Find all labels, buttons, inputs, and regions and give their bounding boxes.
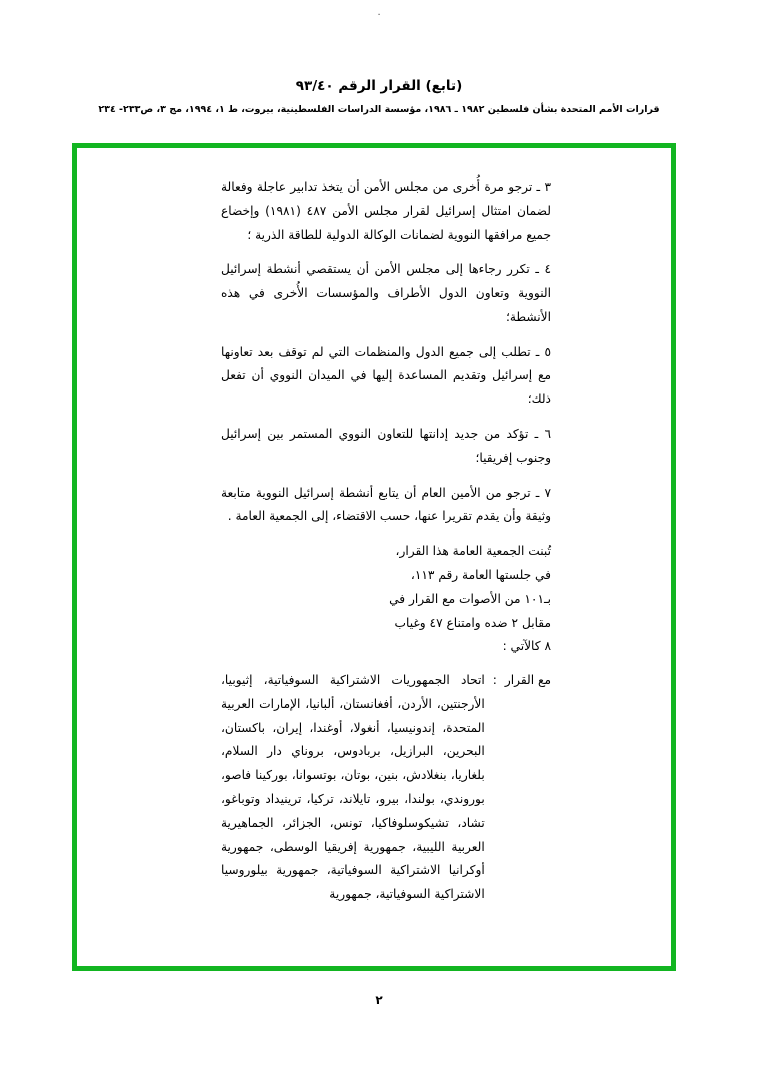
in-favour-colon: :	[492, 673, 497, 688]
vote-line-3: بـ١٠١ من الأصوات مع القرار في	[389, 591, 551, 606]
vote-line-4: مقابل ٢ ضده وامتناع ٤٧ وغياب	[394, 615, 551, 630]
vote-line-5: ٨ كالآتي :	[502, 639, 551, 654]
top-page-marker: ٠	[376, 9, 382, 20]
vote-line-2: في جلستها العامة رقم ١١٣،	[410, 567, 551, 582]
content-frame	[72, 143, 676, 971]
in-favour-label: مع القرار	[504, 673, 551, 688]
page-number: ٢	[375, 993, 383, 1007]
source-citation: قرارات الأمم المتحدة بشأن فلسطين ١٩٨٢ ـ ١٩٨٦، مؤسسة الدراسات الفلسطينية، بيروت، ط ١، ١٩٩٤، مج ٣، ص٢٣٣- ٢٣٤	[98, 104, 660, 115]
document-body	[221, 176, 551, 907]
paragraph-6: ٦ ـ تؤكد من جديد إدانتها للتعاون النووي المستمر بين إسرائيل وجنوب إفريقيا؛	[221, 427, 551, 465]
paragraph-5: ٥ ـ تطلب إلى جميع الدول والمنظمات التي لم توقف بعد تعاونها مع إسرائيل وتقديم المساعدة إليها في الميدان النووي أن تفعل ذلك؛	[221, 344, 551, 407]
vote-line-1: تُبنت الجمعية العامة هذا القرار،	[395, 544, 551, 559]
paragraph-3: ٣ ـ ترجو مرة أُخرى من مجلس الأمن أن يتخذ تدابير عاجلة وفعالة لضمان امتثال إسرائيل لقرار مجلس الأمن ٤٨٧ (١٩٨١) وإخضاع جميع مرافقها النووية لضمانات الوكالة الدولية للطاقة الذرية ؛	[221, 180, 551, 242]
paragraph-4: ٤ ـ تكرر رجاءها إلى مجلس الأمن أن يستقصي أنشطة إسرائيل النووية وتعاون الدول الأطراف والمؤسسات الأُخرى في هذه الأنشطة؛	[221, 262, 551, 324]
page-title: (تابع) القرار الرقم ٩٣/٤٠	[295, 78, 463, 94]
paragraph-7: ٧ ـ ترجو من الأمين العام أن يتابع أنشطة إسرائيل النووية متابعة وثيقة وأن يقدم تقريرا عنها، حسب الاقتضاء، إلى الجمعية العامة .	[221, 485, 551, 524]
vote-summary	[221, 540, 551, 659]
in-favour-country-list: اتحاد الجمهوريات الاشتراكية السوفياتية، إثيوبيا، الأرجنتين، الأردن، أفغانستان، ألبانيا، الإمارات العربية المتحدة، إندونيسيا، أنغولا، أوغندا، إيران، باكستان، البحرين، البرازيل، بربادوس، بروناي دار السلام، بلغاريا، بنغلادش، بنين، بوتان، بوتسوانا، بوركينا فاصو، بوروندي، بولندا، بيرو، تايلاند، تركيا، ترينيداد وتوباغو، تشاد، تشيكوسلوفاكيا، تونس، الجزائر، الجماهيرية العربية الليبية، جمهورية إفريقيا الوسطى، جمهورية أوكرانيا الاشتراكية السوفياتية، جمهورية بيلوروسيا الاشتراكية السوفياتية، جمهورية	[221, 673, 485, 902]
in-favour-block	[221, 669, 551, 907]
